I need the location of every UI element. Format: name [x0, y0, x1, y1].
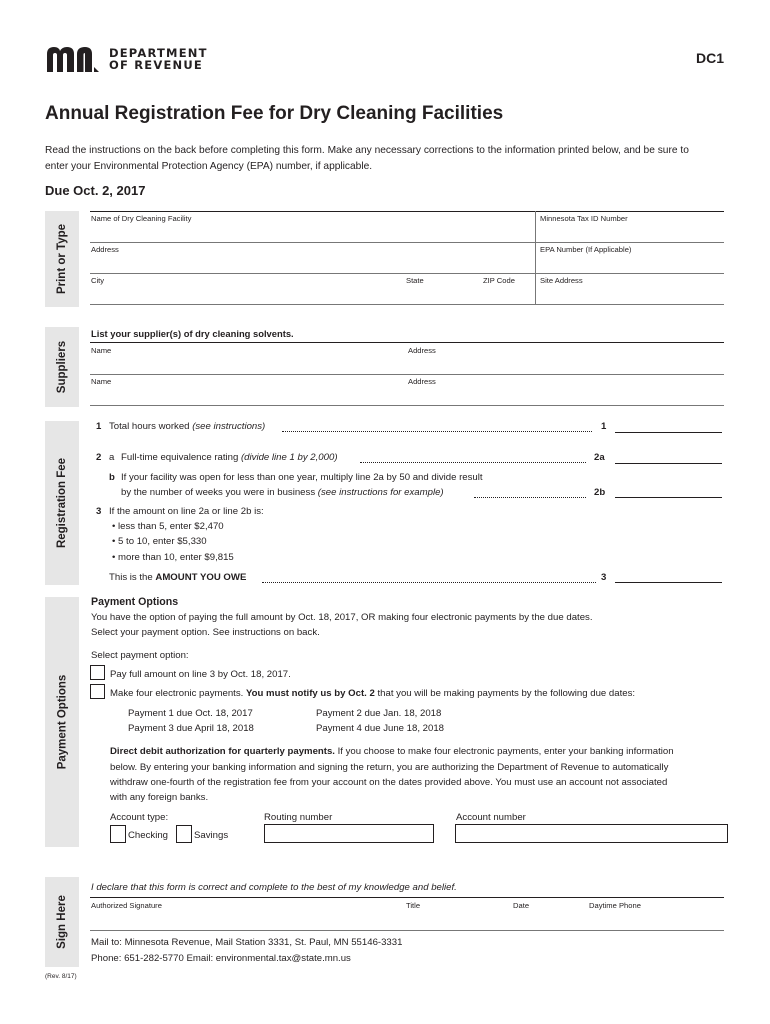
- line-2b-text-2: by the number of weeks you were in business (see instructions for example): [121, 487, 444, 498]
- logo-text: [109, 47, 208, 71]
- section-label-sign: Sign Here: [56, 895, 68, 949]
- section-label-suppliers: Suppliers: [56, 340, 68, 394]
- declaration-text: I declare that this form is correct and complete to the best of my knowledge and belief.: [91, 882, 457, 893]
- epa-label: EPA Number (If Applicable): [540, 245, 632, 254]
- divider: [90, 211, 724, 212]
- direct-debit-line-1: Direct debit authorization for quarterly payments. If you choose to make four electronic payments, enter your banking information: [110, 746, 674, 757]
- section-sign-here: [45, 877, 79, 967]
- line-1-field[interactable]: [615, 432, 722, 433]
- line-3-code: 3: [601, 572, 607, 583]
- line-3-text: If the amount on line 2a or line 2b is:: [109, 506, 264, 517]
- checking-checkbox[interactable]: [110, 825, 126, 843]
- divider: [535, 211, 536, 304]
- line-2b-field[interactable]: [615, 497, 722, 498]
- supplier-address-label-2: Address: [408, 377, 436, 386]
- amount-you-owe-text: This is the AMOUNT YOU OWE: [109, 572, 247, 583]
- signature-field[interactable]: [90, 930, 724, 931]
- section-label-fee: Registration Fee: [56, 457, 69, 549]
- state-label: State: [406, 276, 424, 285]
- supplier-field-2[interactable]: [90, 405, 724, 406]
- four-payments-checkbox[interactable]: [90, 684, 105, 699]
- payment-heading: Payment Options: [91, 596, 179, 608]
- payment-3-date: Payment 3 due April 18, 2018: [128, 723, 254, 734]
- line-2-number: 2: [96, 452, 102, 463]
- routing-number-label: Routing number: [264, 812, 333, 823]
- pay-full-label: Pay full amount on line 3 by Oct. 18, 2017.: [110, 669, 291, 680]
- department-of-revenue-logo: [45, 46, 208, 72]
- direct-debit-line-4: with any foreign banks.: [110, 792, 209, 803]
- daytime-phone-label: Daytime Phone: [589, 901, 641, 910]
- section-print-or-type: [45, 211, 79, 307]
- address-label: Address: [91, 245, 119, 254]
- leader-dots: [360, 462, 586, 463]
- line-2a-field[interactable]: [615, 463, 722, 464]
- supplier-name-label-2: Name: [91, 377, 112, 386]
- line-1-text: Total hours worked (see instructions): [109, 421, 266, 432]
- address-field[interactable]: [90, 273, 724, 274]
- signature-label: Authorized Signature: [91, 901, 162, 910]
- line-3-number: 3: [96, 506, 102, 517]
- section-payment-options: [45, 597, 79, 847]
- savings-label: Savings: [194, 830, 229, 841]
- logo-line-1: DEPARTMENT: [109, 46, 208, 60]
- divider: [90, 342, 724, 343]
- line-1-number: 1: [96, 421, 102, 432]
- supplier-address-label-1: Address: [408, 346, 436, 355]
- payment-4-date: Payment 4 due June 18, 2018: [316, 723, 445, 734]
- fee-bullet-1: • less than 5, enter $2,470: [112, 521, 224, 532]
- tax-id-label: Minnesota Tax ID Number: [540, 214, 628, 223]
- account-type-label: Account type:: [110, 812, 169, 823]
- form-id: DC1: [695, 50, 724, 66]
- payment-1-date: Payment 1 due Oct. 18, 2017: [128, 708, 253, 719]
- line-2a-code: 2a: [594, 452, 605, 463]
- divider: [90, 897, 724, 898]
- fee-bullet-2: • 5 to 10, enter $5,330: [112, 536, 207, 547]
- section-registration-fee: [45, 421, 79, 585]
- title-label: Title: [406, 901, 421, 910]
- intro-line-2: enter your Environmental Protection Agency (EPA) number, if applicable.: [45, 161, 373, 172]
- line-2a-letter: a: [109, 452, 115, 463]
- city-field[interactable]: [90, 304, 724, 305]
- city-label: City: [91, 276, 105, 285]
- leader-dots: [262, 582, 596, 583]
- routing-number-input[interactable]: [264, 824, 434, 843]
- mn-logo-icon: [45, 46, 101, 72]
- leader-dots: [474, 497, 586, 498]
- line-2a-text: Full-time equivalence rating (divide line 1 by 2,000): [121, 452, 338, 463]
- contact-text: Phone: 651-282-5770 Email: environmental.tax@state.mn.us: [91, 953, 351, 964]
- checking-label: Checking: [128, 830, 168, 841]
- direct-debit-line-2: below. By entering your banking information and signing the return, you are authorizing the Department of Revenue to automatically: [110, 762, 669, 773]
- facility-name-label: Name of Dry Cleaning Facility: [91, 214, 192, 223]
- savings-checkbox[interactable]: [176, 825, 192, 843]
- section-label-payment: Payment Options: [56, 674, 69, 770]
- account-number-label: Account number: [456, 812, 526, 823]
- line-2b-letter: b: [109, 472, 115, 483]
- due-date: Due Oct. 2, 2017: [45, 183, 146, 198]
- select-payment-label: Select payment option:: [91, 650, 189, 661]
- line-1-code: 1: [601, 421, 607, 432]
- intro-line-1: Read the instructions on the back before completing this form. Make any necessary corrections to the information printed below, and be sure to: [45, 145, 689, 156]
- leader-dots: [282, 431, 592, 432]
- pay-full-checkbox[interactable]: [90, 665, 105, 680]
- suppliers-heading: List your supplier(s) of dry cleaning solvents.: [91, 328, 294, 339]
- mail-to-text: Mail to: Minnesota Revenue, Mail Station 3331, St. Paul, MN 55146-3331: [91, 937, 403, 948]
- payment-paragraph-1: You have the option of paying the full amount by Oct. 18, 2017, OR making four electronic payments by the due dates.: [91, 612, 593, 623]
- four-payments-label: Make four electronic payments. You must notify us by Oct. 2 that you will be making payments by the following due dates:: [110, 688, 636, 699]
- section-suppliers: [45, 327, 79, 407]
- payment-paragraph-2: Select your payment option. See instructions on back.: [91, 627, 320, 638]
- supplier-name-label-1: Name: [91, 346, 112, 355]
- zip-label: ZIP Code: [483, 276, 515, 285]
- direct-debit-line-3: withdraw one-fourth of the registration fee from your account on the dates provided above. You must use an account not associated: [110, 777, 668, 788]
- revision-text: (Rev. 8/17): [45, 973, 77, 980]
- intro-text: [45, 143, 725, 175]
- line-2b-code: 2b: [594, 487, 606, 498]
- logo-line-2: OF REVENUE: [109, 58, 203, 72]
- amount-you-owe-field[interactable]: [615, 582, 722, 583]
- page-title: Annual Registration Fee for Dry Cleaning Facilities: [45, 103, 504, 124]
- section-label-print: Print or Type: [56, 223, 69, 295]
- date-label: Date: [513, 901, 530, 910]
- account-number-input[interactable]: [455, 824, 728, 843]
- fee-bullet-3: • more than 10, enter $9,815: [112, 552, 234, 563]
- payment-2-date: Payment 2 due Jan. 18, 2018: [316, 708, 442, 719]
- facility-name-field[interactable]: [90, 242, 724, 243]
- site-address-label: Site Address: [540, 276, 583, 285]
- line-2b-text-1: If your facility was open for less than one year, multiply line 2a by 50 and divide result: [121, 472, 483, 483]
- supplier-field-1[interactable]: [90, 374, 724, 375]
